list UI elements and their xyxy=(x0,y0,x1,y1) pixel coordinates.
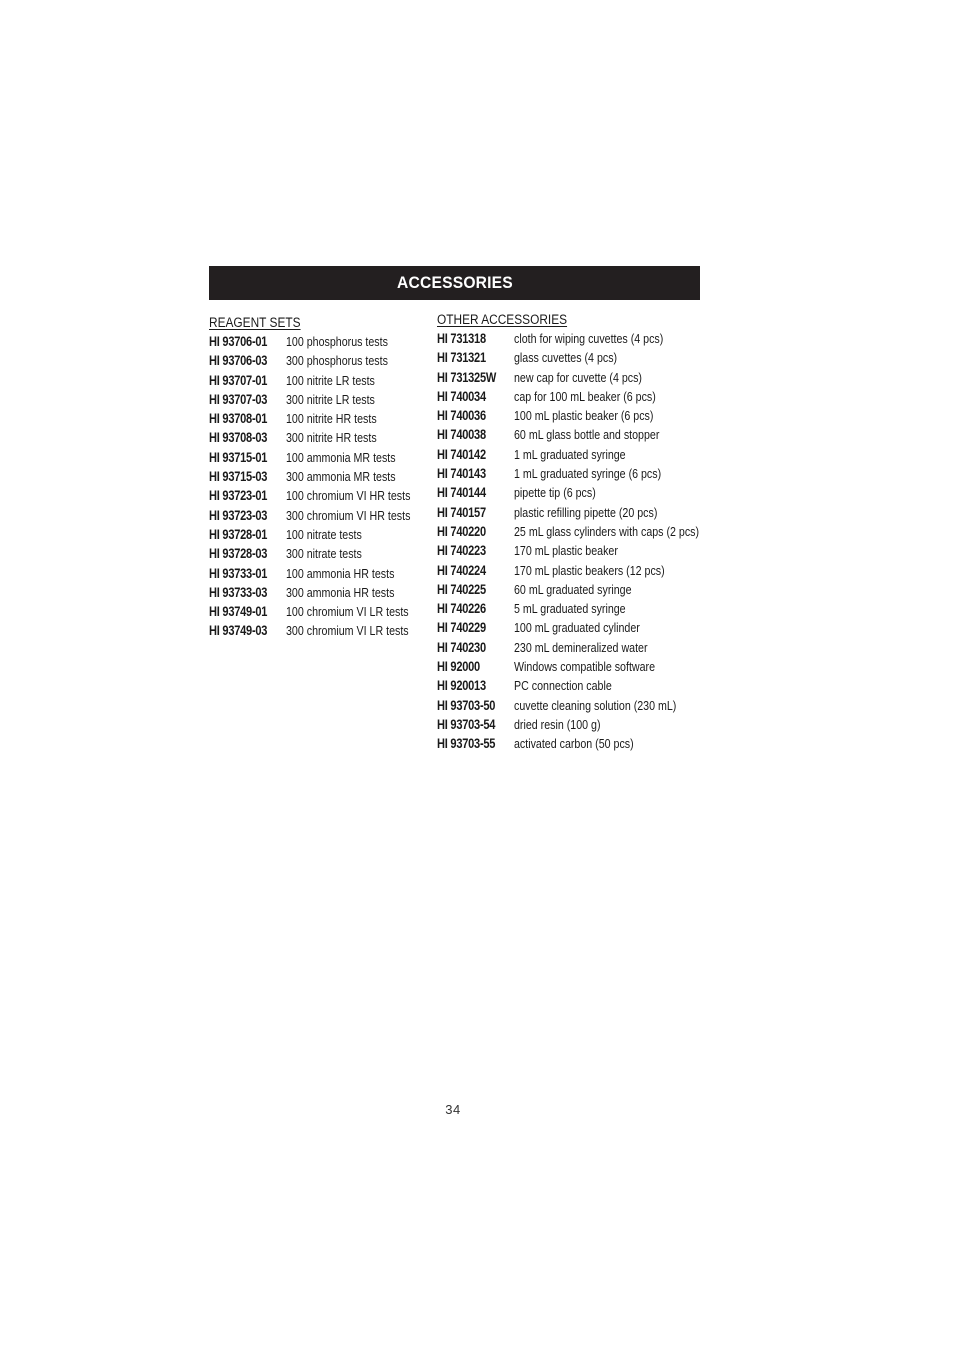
item-code: HI 740143 xyxy=(437,466,486,482)
item-description: 100 mL plastic beaker (6 pcs) xyxy=(514,408,654,424)
item-description: cloth for wiping cuvettes (4 pcs) xyxy=(514,331,664,346)
item-code-cell xyxy=(437,541,514,560)
list-item xyxy=(437,715,707,734)
item-code: HI 93703-50 xyxy=(437,697,496,713)
item-description: 300 nitrate tests xyxy=(286,546,362,562)
item-description: 300 phosphorus tests xyxy=(286,353,388,369)
item-code: HI 93707-01 xyxy=(209,372,268,388)
list-item xyxy=(209,467,429,486)
list-item xyxy=(437,425,707,444)
list-item xyxy=(437,387,707,406)
item-description: 100 chromium VI LR tests xyxy=(286,604,409,620)
item-description: Windows compatible software xyxy=(514,659,656,675)
item-code-cell xyxy=(209,390,286,409)
item-code-cell xyxy=(437,638,514,657)
list-item xyxy=(209,486,429,505)
item-code: HI 93749-01 xyxy=(209,604,268,620)
item-code: HI 740034 xyxy=(437,388,486,404)
item-code-cell xyxy=(437,734,514,753)
item-description: 100 nitrate tests xyxy=(286,526,362,542)
item-description: 170 mL plastic beaker xyxy=(514,543,618,559)
list-item xyxy=(209,544,429,563)
item-code-cell xyxy=(437,329,514,348)
list-item xyxy=(437,522,707,541)
section-header-bar xyxy=(209,266,700,300)
item-code-cell xyxy=(437,483,514,502)
item-code: HI 93708-01 xyxy=(209,411,268,427)
item-code: HI 740224 xyxy=(437,562,486,578)
item-code: HI 93706-03 xyxy=(209,353,268,369)
item-code: HI 740142 xyxy=(437,446,486,462)
item-code-cell xyxy=(209,351,286,370)
item-description: 100 mL graduated cylinder xyxy=(514,620,640,636)
reagent-sets-heading: REAGENT SETS xyxy=(209,315,301,330)
item-code-cell xyxy=(437,580,514,599)
list-item xyxy=(437,445,707,464)
list-item xyxy=(209,428,429,447)
item-description: 60 mL glass bottle and stopper xyxy=(514,427,660,443)
item-code: HI 93715-01 xyxy=(209,449,268,465)
item-code: HI 93728-03 xyxy=(209,546,268,562)
item-code-cell xyxy=(437,618,514,637)
item-code-cell xyxy=(437,715,514,734)
item-code: HI 93706-01 xyxy=(209,334,268,349)
item-description: 100 ammonia MR tests xyxy=(286,449,396,465)
list-item xyxy=(209,448,429,467)
item-description: 1 mL graduated syringe (6 pcs) xyxy=(514,466,662,482)
item-code-cell xyxy=(209,428,286,447)
item-code-cell xyxy=(437,503,514,522)
item-code-cell xyxy=(437,425,514,444)
item-code: HI 740230 xyxy=(437,639,486,655)
item-description: new cap for cuvette (4 pcs) xyxy=(514,369,642,385)
item-code: HI 731321 xyxy=(437,350,486,366)
item-code-cell xyxy=(437,696,514,715)
list-item xyxy=(209,525,429,544)
item-description: cap for 100 mL beaker (6 pcs) xyxy=(514,388,656,404)
item-code-cell xyxy=(209,371,286,390)
item-code-cell xyxy=(437,599,514,618)
list-item xyxy=(437,329,707,348)
list-item xyxy=(209,564,429,583)
list-item xyxy=(437,561,707,580)
item-code: HI 740229 xyxy=(437,620,486,636)
list-item xyxy=(437,464,707,483)
item-code-cell xyxy=(209,409,286,428)
item-code: HI 93723-01 xyxy=(209,488,268,504)
item-code-cell xyxy=(209,448,286,467)
item-code-cell xyxy=(209,467,286,486)
item-code-cell xyxy=(437,368,514,387)
item-code-cell xyxy=(437,522,514,541)
item-code: HI 740144 xyxy=(437,485,486,501)
list-item xyxy=(437,503,707,522)
item-code: HI 93715-03 xyxy=(209,469,268,485)
item-code-cell xyxy=(209,583,286,602)
list-item xyxy=(209,583,429,602)
item-code: HI 920013 xyxy=(437,678,486,694)
list-item xyxy=(209,371,429,390)
item-description: 5 mL graduated syringe xyxy=(514,601,626,617)
item-code: HI 740036 xyxy=(437,408,486,424)
item-code: HI 92000 xyxy=(437,659,480,675)
item-code: HI 740220 xyxy=(437,523,486,539)
item-description: dried resin (100 g) xyxy=(514,716,601,732)
item-code: HI 731325W xyxy=(437,369,497,385)
item-code: HI 740223 xyxy=(437,543,486,559)
item-code-cell xyxy=(209,544,286,563)
item-code-cell xyxy=(437,676,514,695)
item-code: HI 93733-03 xyxy=(209,584,268,600)
item-code: HI 93703-55 xyxy=(437,736,496,752)
item-description: 300 nitrite LR tests xyxy=(286,391,375,407)
item-description: activated carbon (50 pcs) xyxy=(514,736,634,752)
item-description: pipette tip (6 pcs) xyxy=(514,485,596,501)
item-code: HI 93703-54 xyxy=(437,716,496,732)
item-code-cell xyxy=(209,506,286,525)
item-code: HI 93733-01 xyxy=(209,565,268,581)
item-description: 100 ammonia HR tests xyxy=(286,565,395,581)
item-description: 60 mL graduated syringe xyxy=(514,581,632,597)
item-code-cell xyxy=(437,348,514,367)
item-description: 25 mL glass cylinders with caps (2 pcs) xyxy=(514,523,700,539)
item-code-cell xyxy=(209,332,286,351)
reagent-sets-column xyxy=(209,313,429,641)
page-number: 34 xyxy=(445,1102,461,1117)
item-code: HI 93728-01 xyxy=(209,526,268,542)
reagent-sets-list xyxy=(209,332,429,641)
list-item xyxy=(209,409,429,428)
item-description: 300 chromium VI LR tests xyxy=(286,623,409,639)
item-code-cell xyxy=(209,525,286,544)
item-description: 300 ammonia HR tests xyxy=(286,584,395,600)
list-item xyxy=(437,734,707,753)
item-code: HI 731318 xyxy=(437,331,486,346)
item-description: glass cuvettes (4 pcs) xyxy=(514,350,618,366)
list-item xyxy=(437,368,707,387)
list-item xyxy=(437,348,707,367)
item-description: plastic refilling pipette (20 pcs) xyxy=(514,504,658,520)
list-item xyxy=(437,541,707,560)
item-description: 230 mL demineralized water xyxy=(514,639,648,655)
list-item xyxy=(437,580,707,599)
other-accessories-heading: OTHER ACCESSORIES xyxy=(437,312,568,327)
item-code-cell xyxy=(437,387,514,406)
list-item xyxy=(209,351,429,370)
list-item xyxy=(209,621,429,640)
item-description: PC connection cable xyxy=(514,678,612,694)
list-item xyxy=(209,602,429,621)
list-item xyxy=(209,506,429,525)
list-item xyxy=(209,332,429,351)
item-description: 300 chromium VI HR tests xyxy=(286,507,411,523)
item-description: 300 ammonia MR tests xyxy=(286,469,396,485)
item-description: 300 nitrite HR tests xyxy=(286,430,377,446)
list-item xyxy=(437,406,707,425)
list-item xyxy=(437,638,707,657)
list-item xyxy=(437,696,707,715)
item-code: HI 740157 xyxy=(437,504,486,520)
item-code: HI 93749-03 xyxy=(209,623,268,639)
item-code-cell xyxy=(437,657,514,676)
item-description: 100 phosphorus tests xyxy=(286,334,388,349)
item-description: cuvette cleaning solution (230 mL) xyxy=(514,697,677,713)
item-code: HI 740226 xyxy=(437,601,486,617)
item-code-cell xyxy=(209,602,286,621)
item-code: HI 93708-03 xyxy=(209,430,268,446)
item-code-cell xyxy=(437,406,514,425)
item-code-cell xyxy=(209,564,286,583)
item-code: HI 740038 xyxy=(437,427,486,443)
item-description: 100 chromium VI HR tests xyxy=(286,488,411,504)
item-code-cell xyxy=(209,621,286,640)
item-code-cell xyxy=(437,561,514,580)
other-accessories-column xyxy=(437,310,707,754)
item-code-cell xyxy=(209,486,286,505)
item-code-cell xyxy=(437,445,514,464)
item-code: HI 740225 xyxy=(437,581,486,597)
item-code: HI 93707-03 xyxy=(209,391,268,407)
item-code: HI 93723-03 xyxy=(209,507,268,523)
item-description: 170 mL plastic beakers (12 pcs) xyxy=(514,562,665,578)
list-item xyxy=(437,618,707,637)
list-item xyxy=(437,676,707,695)
list-item xyxy=(437,599,707,618)
item-code-cell xyxy=(437,464,514,483)
item-description: 1 mL graduated syringe xyxy=(514,446,626,462)
other-accessories-list xyxy=(437,329,707,754)
item-description: 100 nitrite LR tests xyxy=(286,372,375,388)
list-item xyxy=(437,483,707,502)
list-item xyxy=(209,390,429,409)
list-item xyxy=(437,657,707,676)
item-description: 100 nitrite HR tests xyxy=(286,411,377,427)
section-title: ACCESSORIES xyxy=(396,273,513,292)
